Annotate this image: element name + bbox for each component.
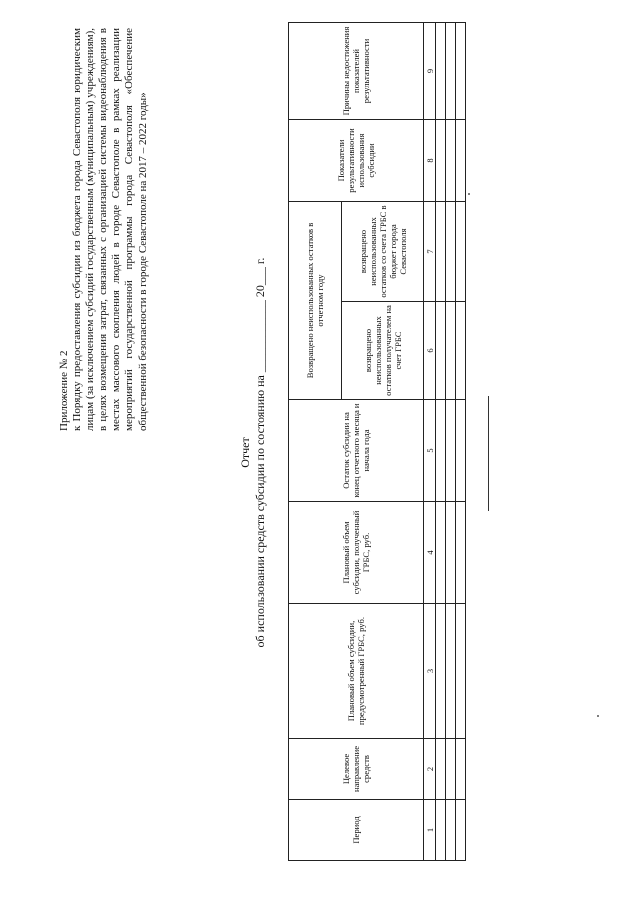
- header-returned-recipient: возвращено неиспользованных остатков получателем на счет ГРБС: [342, 302, 424, 400]
- table-row: [436, 23, 446, 861]
- appendix-block: [58, 28, 150, 431]
- header-direction: Целевое направление средств: [289, 739, 424, 800]
- column-number: 4: [424, 502, 436, 604]
- header-planned-provided: Плановый объем субсидии, предусмотренный ГРБС, руб.: [289, 604, 424, 739]
- table-row: [446, 23, 456, 861]
- scan-dot: [597, 715, 599, 717]
- column-number: 3: [424, 604, 436, 739]
- column-number: 9: [424, 23, 436, 120]
- appendix-body: к Порядку предоставления субсидии из бюджета города Севастополя юридическим лицам (за исключением субсидий государственным (муниципальным) учреждениям), в целях возмещения затрат, связанных с организацией системы видеонаблюдения в местах массового скопления людей в городе Севастополе в рамках реализации мероприятий государственной программы города Севастополя «Обеспечение общественной безопасности в городе Севастополе на 2017 – 2022 годы»: [71, 28, 149, 431]
- header-reasons: Причины недостижения показателей результативности: [289, 23, 424, 120]
- header-period: Период: [289, 800, 424, 861]
- report-table: [288, 22, 466, 861]
- column-number: 5: [424, 400, 436, 502]
- header-indicators: Показатели результативности использования субсидии: [289, 120, 424, 202]
- column-number: 2: [424, 739, 436, 800]
- column-number: 1: [424, 800, 436, 861]
- scan-dot: [468, 193, 470, 195]
- appendix-heading: Приложение № 2: [58, 350, 70, 431]
- column-number: 6: [424, 302, 436, 400]
- header-planned-received: Плановый объем субсидии, полученный ГРБС, руб.: [289, 502, 424, 604]
- header-returned-group: Возвращено неиспользованных остатков в отчетном году: [289, 202, 342, 400]
- signature-line: [488, 396, 489, 511]
- column-number: 8: [424, 120, 436, 202]
- header-returned-budget: возвращено неиспользованных остатков со счета ГРБС в бюджет города Севастополя: [342, 202, 424, 302]
- report-subtitle: об использовании средств субсидии по состоянию на ____________ 20___ г.: [253, 257, 267, 648]
- column-number: 7: [424, 202, 436, 302]
- table-row: [456, 23, 466, 861]
- header-balance: Остаток субсидии на конец отчетного месяца и начала года: [289, 400, 424, 502]
- report-title: Отчет: [238, 437, 252, 468]
